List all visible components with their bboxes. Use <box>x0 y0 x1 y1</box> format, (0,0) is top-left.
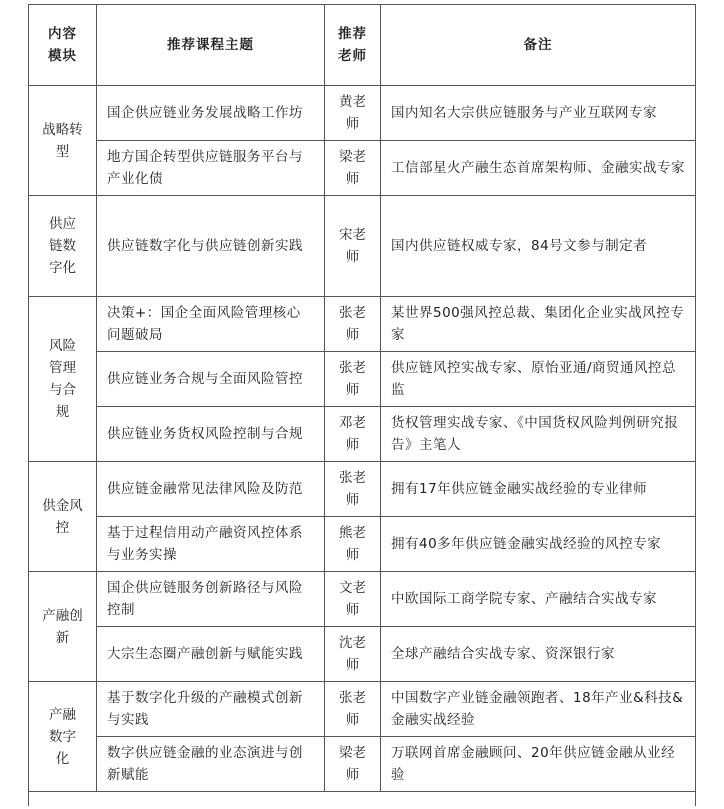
topic-cell: 供应链数字化与供应链创新实践 <box>97 196 325 297</box>
teacher-cell: 宋老师 <box>325 196 381 297</box>
table-row <box>29 407 696 462</box>
module-cell: 战略转型 <box>29 86 97 196</box>
topic-cell: 供应链业务合规与全面风险管控 <box>97 352 325 407</box>
header-topic: 推荐课程主题 <box>97 5 325 86</box>
header-note: 备注 <box>381 5 696 86</box>
note-cell: 国内知名大宗供应链服务与产业互联网专家 <box>381 86 696 141</box>
teacher-cell: 张老师 <box>325 352 381 407</box>
table-row <box>29 352 696 407</box>
note-cell: 中欧国际工商学院专家、产融结合实战专家 <box>381 572 696 627</box>
note-cell: 万联网首席金融顾问、20年供应链金融从业经验 <box>381 737 696 792</box>
topic-cell: 决策+：国企全面风险管理核心问题破局 <box>97 297 325 352</box>
topic-cell: 供应链业务货权风险控制与合规 <box>97 407 325 462</box>
teacher-cell: 沈老师 <box>325 627 381 682</box>
table-footer-row <box>29 792 696 807</box>
header-teacher: 推荐老师 <box>325 5 381 86</box>
note-cell: 中国数字产业链金融领跑者、18年产业&科技&金融实战经验 <box>381 682 696 737</box>
topic-cell: 国企供应链业务发展战略工作坊 <box>97 86 325 141</box>
topic-cell: 国企供应链服务创新路径与风险控制 <box>97 572 325 627</box>
table-row <box>29 682 696 737</box>
topic-cell: 数字供应链金融的业态演进与创新赋能 <box>97 737 325 792</box>
table-row <box>29 86 696 141</box>
table-row <box>29 572 696 627</box>
table-row <box>29 627 696 682</box>
topic-cell: 供应链金融常见法律风险及防范 <box>97 462 325 517</box>
topic-cell: 大宗生态圈产融创新与赋能实践 <box>97 627 325 682</box>
note-cell: 国内供应链权威专家，84号文参与制定者 <box>381 196 696 297</box>
note-cell: 工信部星火产融生态首席架构师、金融实战专家 <box>381 141 696 196</box>
teacher-cell: 邓老师 <box>325 407 381 462</box>
table-row <box>29 196 696 297</box>
teacher-cell: 黄老师 <box>325 86 381 141</box>
module-cell: 供应链数字化 <box>29 196 97 297</box>
table-row <box>29 737 696 792</box>
note-cell: 全球产融结合实战专家、资深银行家 <box>381 627 696 682</box>
teacher-cell: 张老师 <box>325 682 381 737</box>
note-cell: 货权管理实战专家、《中国货权风险判例研究报告》主笔人 <box>381 407 696 462</box>
table-row <box>29 462 696 517</box>
topic-cell: 基于过程信用动产融资风控体系与业务实操 <box>97 517 325 572</box>
table-row <box>29 141 696 196</box>
teacher-cell: 张老师 <box>325 462 381 517</box>
teacher-cell: 梁老师 <box>325 141 381 196</box>
header-module: 内容模块 <box>29 5 97 86</box>
topic-cell: 基于数字化升级的产融模式创新与实践 <box>97 682 325 737</box>
teacher-cell: 梁老师 <box>325 737 381 792</box>
note-cell: 某世界500强风控总裁、集团化企业实战风控专家 <box>381 297 696 352</box>
note-cell: 拥有40多年供应链金融实战经验的风控专家 <box>381 517 696 572</box>
topic-cell: 地方国企转型供应链服务平台与产业化债 <box>97 141 325 196</box>
teacher-cell: 张老师 <box>325 297 381 352</box>
module-cell: 风险管理与合规 <box>29 297 97 462</box>
module-cell: 供金风控 <box>29 462 97 572</box>
header-row <box>29 5 696 86</box>
module-cell: 产融数字化 <box>29 682 97 792</box>
table-row <box>29 297 696 352</box>
course-table <box>28 4 696 806</box>
teacher-cell: 熊老师 <box>325 517 381 572</box>
teacher-cell: 文老师 <box>325 572 381 627</box>
empty-cell <box>29 792 696 807</box>
note-cell: 供应链风控实战专家、原怡亚通/商贸通风控总监 <box>381 352 696 407</box>
note-cell: 拥有17年供应链金融实战经验的专业律师 <box>381 462 696 517</box>
module-cell: 产融创新 <box>29 572 97 682</box>
table-row <box>29 517 696 572</box>
